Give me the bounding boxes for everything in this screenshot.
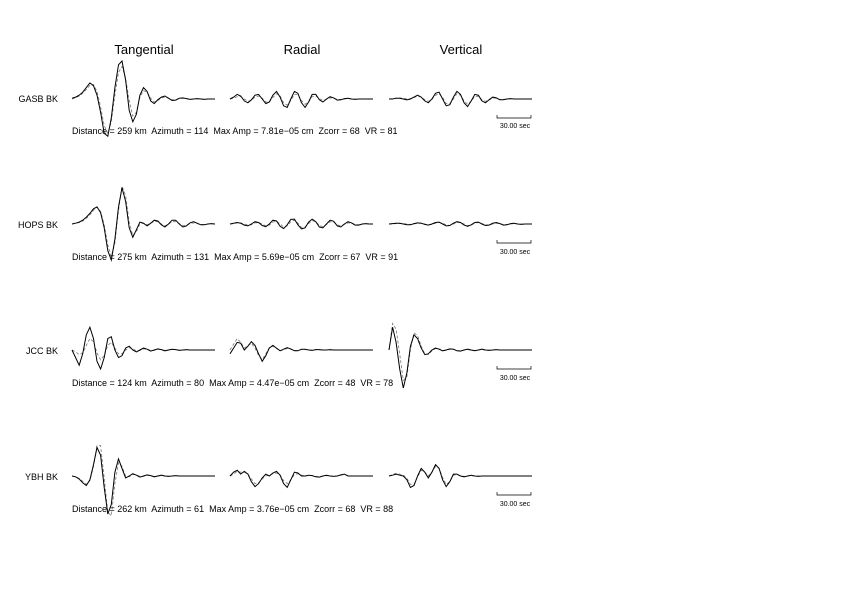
observed-trace-jcc-radial: [230, 342, 373, 362]
synthetic-trace-gasb-tangential: [72, 67, 215, 134]
time-scale-label-hops: 30.00 sec: [499, 249, 531, 256]
column-header-tangential: Tangential: [114, 42, 174, 57]
synthetic-trace-jcc-tangential: [72, 339, 215, 360]
time-scale-label-gasb: 30.00 sec: [499, 123, 531, 130]
time-scale-bar-hops: [497, 240, 531, 243]
station-info-gasb: Distance = 259 km Azimuth = 114 Max Amp = 7.81e−05 cm Zcorr = 68 VR = 81: [72, 126, 398, 136]
column-header-radial: Radial: [283, 42, 321, 57]
time-scale-bar-jcc: [497, 366, 531, 369]
time-scale-label-jcc: 30.00 sec: [499, 375, 531, 382]
station-label-hops: HOPS BK: [17, 220, 58, 230]
time-scale-bar-ybh: [497, 492, 531, 495]
station-info-ybh: Distance = 262 km Azimuth = 61 Max Amp = 3.76e−05 cm Zcorr = 68 VR = 88: [72, 504, 394, 514]
station-info-hops: Distance = 275 km Azimuth = 131 Max Amp = 5.69e−05 cm Zcorr = 67 VR = 91: [72, 252, 399, 262]
station-label-jcc: JCC BK: [25, 346, 58, 356]
observed-trace-jcc-tangential: [72, 327, 215, 369]
observed-trace-gasb-vertical: [389, 91, 532, 106]
time-scale-label-ybh: 30.00 sec: [499, 501, 531, 508]
station-info-jcc: Distance = 124 km Azimuth = 80 Max Amp = 4.47e−05 cm Zcorr = 48 VR = 78: [72, 378, 394, 388]
synthetic-trace-jcc-vertical: [389, 323, 532, 380]
column-header-vertical: Vertical: [439, 42, 483, 57]
observed-trace-hops-tangential: [72, 188, 215, 260]
observed-trace-gasb-tangential: [72, 61, 215, 136]
station-label-gasb: GASB BK: [18, 94, 58, 104]
time-scale-bar-gasb: [497, 115, 531, 118]
station-label-ybh: YBH BK: [24, 472, 58, 482]
observed-trace-gasb-radial: [230, 91, 373, 107]
synthetic-trace-hops-tangential: [72, 186, 215, 256]
